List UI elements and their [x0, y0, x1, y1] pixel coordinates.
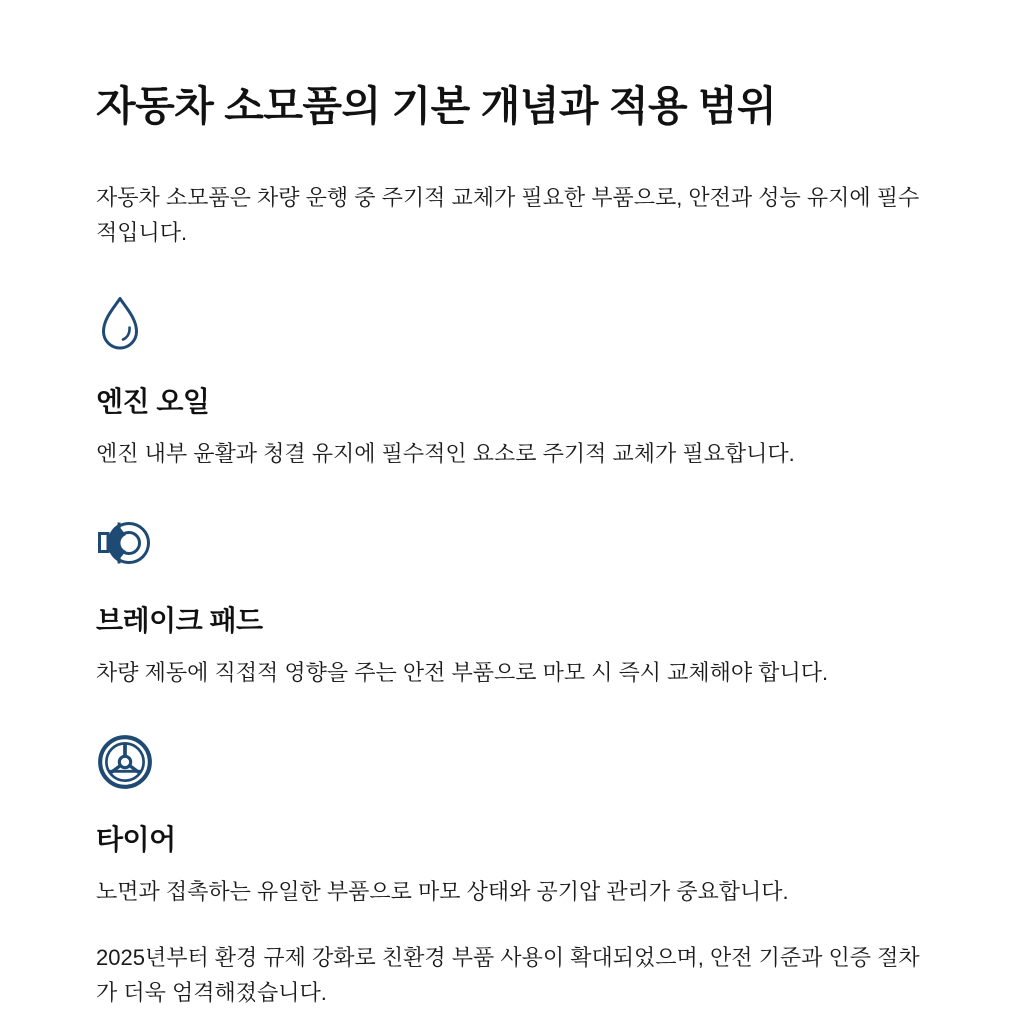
section-heading: 엔진 오일 — [96, 386, 210, 418]
section-heading: 브레이크 패드 — [96, 605, 263, 637]
section-body: 노면과 접촉하는 유일한 부품으로 마모 상태와 공기압 관리가 중요합니다. — [96, 879, 789, 905]
section-heading: 타이어 — [96, 824, 176, 856]
brake-pad-icon — [96, 513, 928, 575]
section-brake-pads — [96, 513, 928, 688]
page-title: 자동차 소모품의 기본 개념과 적용 범위 — [96, 83, 777, 129]
section-body: 엔진 내부 윤활과 청결 유지에 필수적인 요소로 주기적 교체가 필요합니다. — [96, 441, 795, 467]
outro-paragraph: 2025년부터 환경 규제 강화로 친환경 부품 사용이 확대되었으며, 안전 기준과 인증 절차가 더욱 엄격해졌습니다. — [96, 945, 920, 1006]
oil-drop-icon — [96, 294, 928, 356]
section-body: 차량 제동에 직접적 영향을 주는 안전 부품으로 마모 시 즉시 교체해야 합니다. — [96, 660, 829, 686]
section-tires — [96, 732, 928, 907]
tire-icon — [96, 732, 928, 794]
section-engine-oil — [96, 294, 928, 469]
intro-paragraph: 자동차 소모품은 차량 운행 중 주기적 교체가 필요한 부품으로, 안전과 성능 유지에 필수적입니다. — [96, 185, 920, 246]
